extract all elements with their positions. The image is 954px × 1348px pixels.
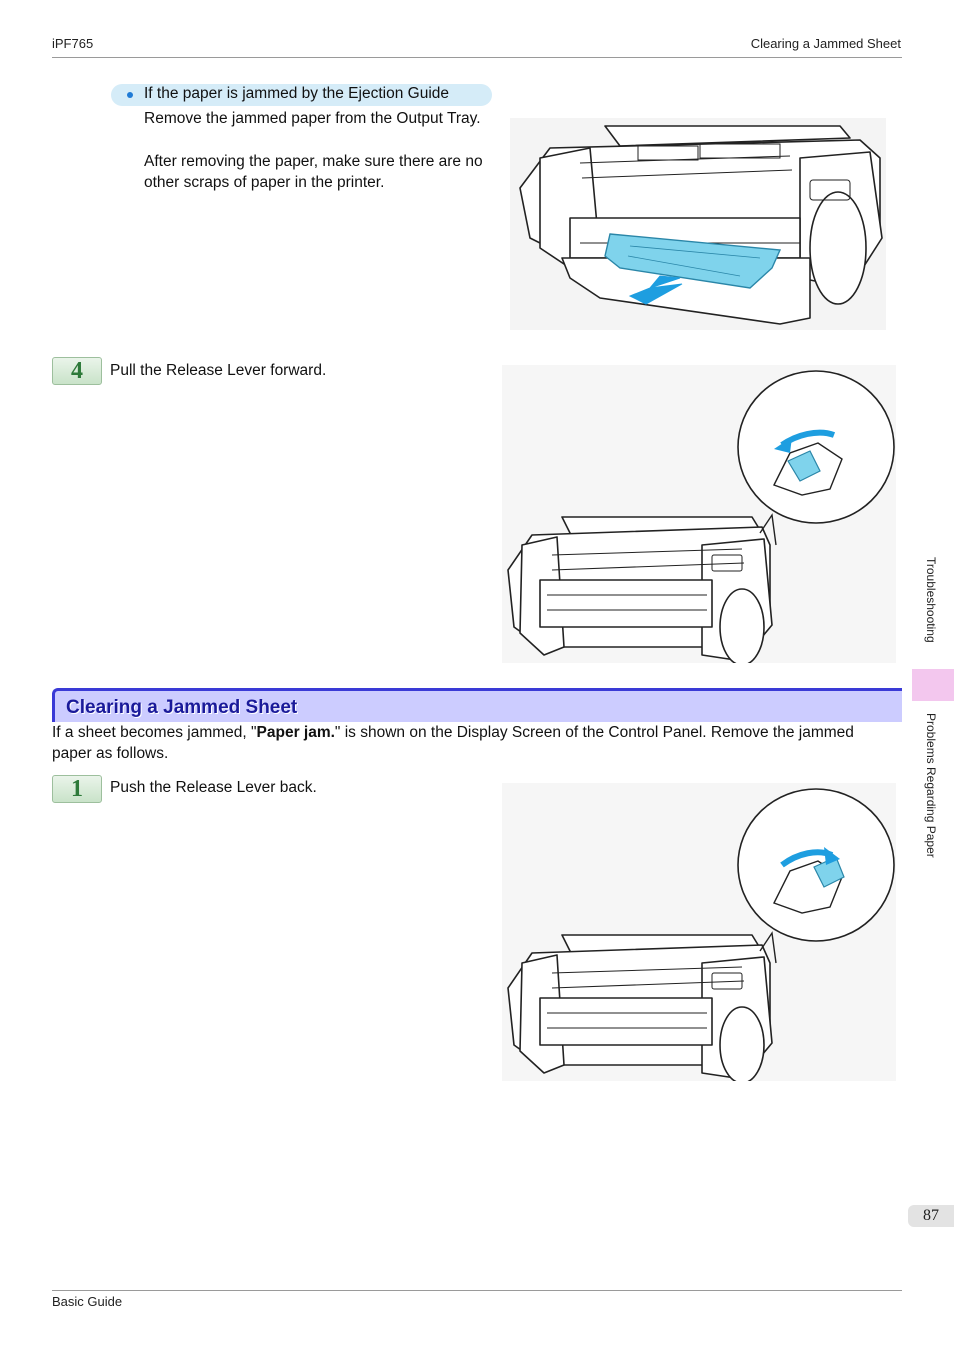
section-intro-bold: Paper jam. bbox=[256, 724, 335, 741]
step-4-number: 4 bbox=[52, 357, 102, 385]
header-rule bbox=[52, 57, 902, 58]
sidebar-label-problems-paper: Problems Regarding Paper bbox=[924, 713, 938, 858]
release-lever-forward-illustration bbox=[502, 365, 896, 663]
release-lever-back-illustration bbox=[502, 783, 896, 1081]
step-4-text: Pull the Release Lever forward. bbox=[110, 362, 327, 379]
section-intro-start: If a sheet becomes jammed, " bbox=[52, 724, 257, 741]
section-heading bbox=[52, 688, 902, 722]
footer-left: Basic Guide bbox=[52, 1294, 123, 1309]
bullet-dot-icon bbox=[127, 92, 133, 98]
printer-paper-jam-illustration bbox=[510, 118, 886, 330]
sidebar-label-troubleshooting: Troubleshooting bbox=[924, 557, 938, 643]
bullet-heading bbox=[111, 84, 492, 106]
step-1-number: 1 bbox=[52, 775, 102, 803]
header-left: iPF765 bbox=[52, 36, 94, 51]
footer-rule bbox=[52, 1290, 902, 1291]
sidebar-tab-marker bbox=[912, 669, 954, 701]
page-number: 87 bbox=[908, 1205, 954, 1227]
section-title: Clearing a Jammed Sheet bbox=[66, 697, 298, 718]
section-intro-end: " is shown on the Display Screen of the Control Panel. Remove the jammed paper as follows. bbox=[52, 724, 854, 762]
bullet-heading-label: If the paper is jammed by the Ejection Guide bbox=[144, 85, 449, 102]
bullet-paragraph-2: After removing the paper, make sure there are no other scraps of paper in the printer. bbox=[144, 153, 483, 191]
bullet-paragraph-1: Remove the jammed paper from the Output Tray. bbox=[144, 110, 481, 127]
header-right: Clearing a Jammed Sheet bbox=[750, 36, 901, 51]
section-intro bbox=[52, 722, 892, 764]
step-1-text: Push the Release Lever back. bbox=[110, 779, 317, 796]
